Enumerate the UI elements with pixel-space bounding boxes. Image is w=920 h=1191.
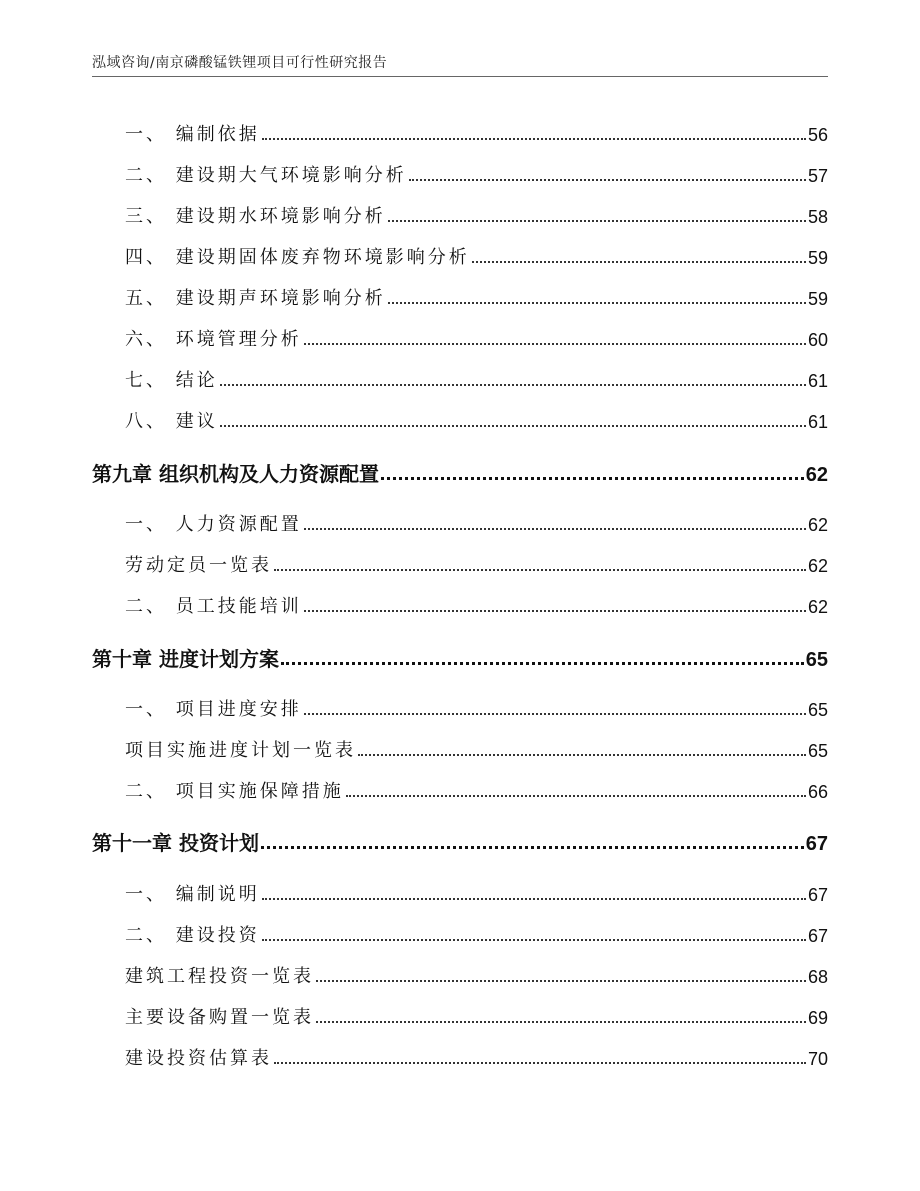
toc-chapter-title: 第十章 进度计划方案 bbox=[92, 647, 279, 671]
toc-entry-title: 项目实施进度计划一览表 bbox=[125, 740, 356, 761]
toc-entry[interactable] bbox=[125, 325, 828, 351]
toc-entry[interactable] bbox=[125, 592, 828, 618]
toc-entry-page: 56 bbox=[807, 125, 828, 145]
toc-entry[interactable] bbox=[125, 921, 828, 947]
toc-entry-page: 61 bbox=[807, 371, 828, 391]
toc-entry-page: 60 bbox=[807, 330, 828, 350]
toc-entry[interactable] bbox=[125, 695, 828, 721]
toc-entry[interactable] bbox=[125, 880, 828, 906]
toc-entry-page: 67 bbox=[807, 926, 828, 946]
toc-entry[interactable] bbox=[125, 551, 828, 577]
toc-entry-page: 57 bbox=[807, 166, 828, 186]
toc-entry-title: 劳动定员一览表 bbox=[125, 555, 272, 576]
toc-entry[interactable] bbox=[125, 1044, 828, 1070]
toc-chapter-entry[interactable] bbox=[92, 826, 828, 856]
toc-entry-page: 62 bbox=[807, 515, 828, 535]
toc-chapter-entry[interactable] bbox=[92, 642, 828, 672]
toc-entry[interactable] bbox=[125, 243, 828, 269]
toc-entry[interactable] bbox=[125, 736, 828, 762]
toc-leader-dots bbox=[281, 662, 804, 665]
toc-entry[interactable] bbox=[125, 407, 828, 433]
toc-entry-title: 二、 项目实施保障措施 bbox=[125, 781, 344, 802]
toc-leader-dots bbox=[346, 795, 806, 797]
toc-entry-page: 59 bbox=[807, 289, 828, 309]
toc-entry-title: 七、 结论 bbox=[125, 370, 218, 391]
toc-leader-dots bbox=[316, 1021, 806, 1023]
toc-chapter-title: 第十一章 投资计划 bbox=[92, 831, 259, 855]
toc-entry[interactable] bbox=[125, 510, 828, 536]
toc-entry-page: 62 bbox=[807, 556, 828, 576]
toc-leader-dots bbox=[274, 569, 806, 571]
toc-entry-page: 69 bbox=[807, 1008, 828, 1028]
toc-leader-dots bbox=[388, 220, 806, 222]
toc-leader-dots bbox=[409, 179, 806, 181]
toc-entry[interactable] bbox=[125, 284, 828, 310]
toc-entry-page: 62 bbox=[807, 597, 828, 617]
toc-entry[interactable] bbox=[125, 120, 828, 146]
toc-chapter-page: 67 bbox=[805, 833, 828, 855]
toc-leader-dots bbox=[472, 261, 806, 263]
toc-entry-title: 主要设备购置一览表 bbox=[125, 1007, 314, 1028]
toc-entry-title: 二、 建设期大气环境影响分析 bbox=[125, 165, 407, 186]
toc-entry-page: 61 bbox=[807, 412, 828, 432]
toc-leader-dots bbox=[262, 898, 806, 900]
toc-entry[interactable] bbox=[125, 366, 828, 392]
toc-entry-title: 八、 建议 bbox=[125, 411, 218, 432]
toc-leader-dots bbox=[316, 980, 806, 982]
toc-entry-title: 一、 人力资源配置 bbox=[125, 514, 302, 535]
toc-entry-title: 建筑工程投资一览表 bbox=[125, 966, 314, 987]
toc-leader-dots bbox=[274, 1062, 806, 1064]
toc-entry-title: 四、 建设期固体废弃物环境影响分析 bbox=[125, 247, 470, 268]
toc-entry-page: 68 bbox=[807, 967, 828, 987]
running-header: 泓域咨询/南京磷酸锰铁锂项目可行性研究报告 bbox=[92, 55, 388, 71]
toc-leader-dots bbox=[262, 138, 806, 140]
toc-leader-dots bbox=[220, 384, 806, 386]
toc-chapter-page: 65 bbox=[805, 649, 828, 671]
toc-entry-title: 一、 编制说明 bbox=[125, 884, 260, 905]
toc-leader-dots bbox=[388, 302, 806, 304]
toc-leader-dots bbox=[304, 713, 806, 715]
toc-leader-dots bbox=[304, 528, 806, 530]
toc-entry-title: 五、 建设期声环境影响分析 bbox=[125, 288, 386, 309]
toc-entry[interactable] bbox=[125, 202, 828, 228]
toc-leader-dots bbox=[304, 610, 806, 612]
toc-entry-page: 65 bbox=[807, 700, 828, 720]
header-divider bbox=[92, 76, 828, 77]
toc-entry-title: 建设投资估算表 bbox=[125, 1048, 272, 1069]
toc-leader-dots bbox=[262, 939, 806, 941]
toc-entry-title: 二、 员工技能培训 bbox=[125, 596, 302, 617]
toc-chapter-title: 第九章 组织机构及人力资源配置 bbox=[92, 462, 379, 486]
toc-entry[interactable] bbox=[125, 1003, 828, 1029]
toc-leader-dots bbox=[220, 425, 806, 427]
toc-leader-dots bbox=[261, 846, 804, 849]
toc-entry-page: 65 bbox=[807, 741, 828, 761]
toc-chapter-entry[interactable] bbox=[92, 457, 828, 487]
toc-entry-page: 59 bbox=[807, 248, 828, 268]
toc-entry-page: 70 bbox=[807, 1049, 828, 1069]
toc-entry-page: 58 bbox=[807, 207, 828, 227]
toc-entry-page: 66 bbox=[807, 782, 828, 802]
toc-entry-title: 二、 建设投资 bbox=[125, 925, 260, 946]
toc-entry-page: 67 bbox=[807, 885, 828, 905]
toc-entry-title: 六、 环境管理分析 bbox=[125, 329, 302, 350]
toc-entry-title: 一、 项目进度安排 bbox=[125, 699, 302, 720]
toc-entry[interactable] bbox=[125, 777, 828, 803]
toc-entry-title: 一、 编制依据 bbox=[125, 124, 260, 145]
toc-leader-dots bbox=[304, 343, 806, 345]
toc-entry-title: 三、 建设期水环境影响分析 bbox=[125, 206, 386, 227]
toc-entry[interactable] bbox=[125, 962, 828, 988]
toc-leader-dots bbox=[381, 477, 804, 480]
toc-leader-dots bbox=[358, 754, 806, 756]
toc-entry[interactable] bbox=[125, 161, 828, 187]
toc-chapter-page: 62 bbox=[805, 464, 828, 486]
